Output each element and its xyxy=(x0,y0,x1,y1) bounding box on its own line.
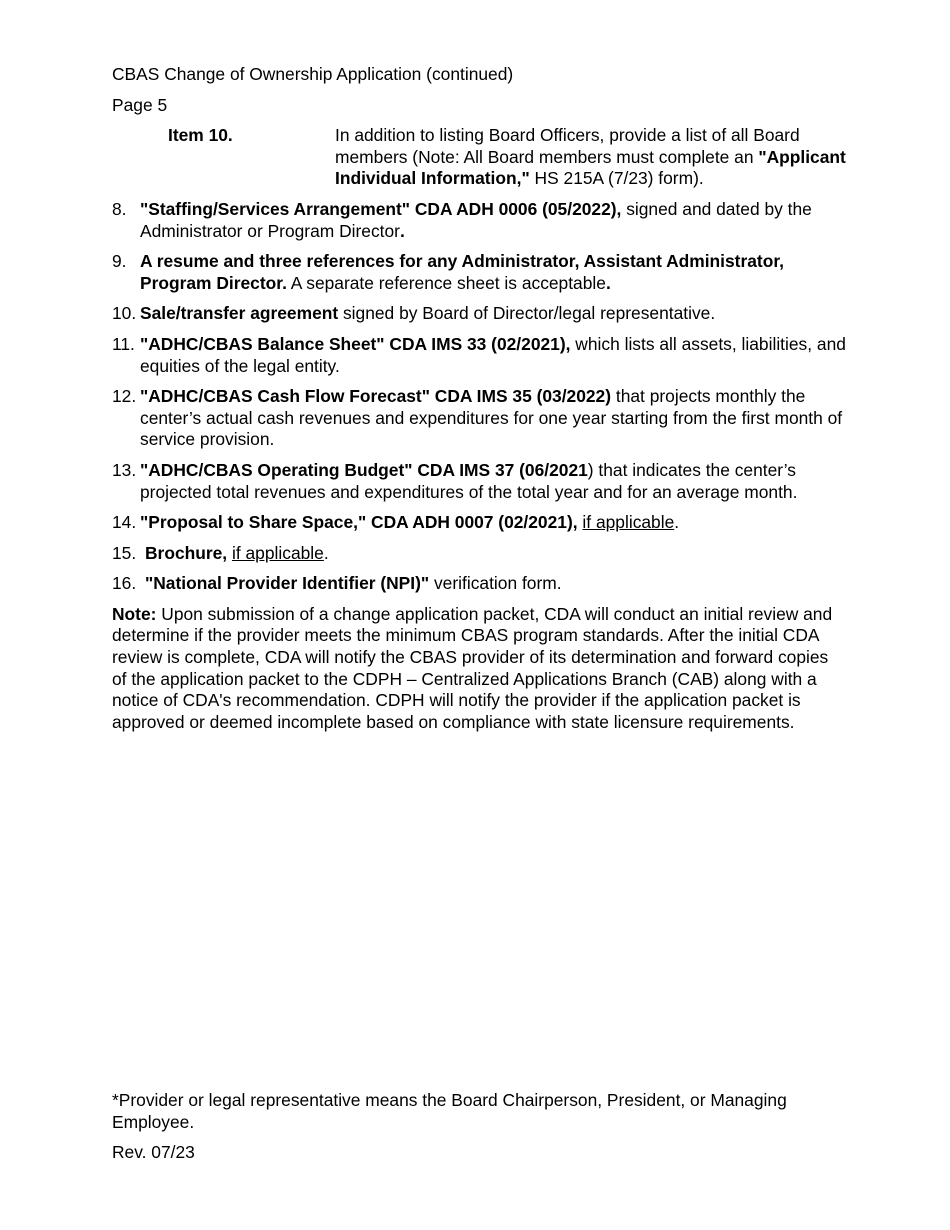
page-footer xyxy=(112,1090,847,1164)
list-item-16: 16. "National Provider Identifier (NPI)" verification form. xyxy=(112,573,562,594)
list-item-11: 11. "ADHC/CBAS Balance Sheet" CDA IMS 33 (02/2021), which lists all assets, liabilities, and equities of the legal entity. xyxy=(112,333,846,376)
list-item-10: 10. Sale/transfer agreement signed by Board of Director/legal representative. xyxy=(112,303,716,324)
item-10-text: In addition to listing Board Officers, provide a list of all Board members (Note: All Board members must complete an "Applicant Individual Information," HS 215A (7/23) form). xyxy=(335,125,846,189)
document-header: CBAS Change of Ownership Application (continued) xyxy=(112,64,514,84)
note-text: Upon submission of a change application packet, CDA will conduct an initial review and determine if the provider meets the minimum CBAS program standards. After the initial CDA review is complete, CDA will notify the CBAS provider of its determination and forward copies of the application packet to the CDPH – Centralized Applications Branch (CAB) along with a notice of CDA's recommendation. CDPH will notify the provider if the application packet is approved or deemed incomplete based on compliance with state licensure requirements. xyxy=(112,603,833,732)
footnote-definition: *Provider or legal representative means the Board Chairperson, President, or Managing Employee. xyxy=(112,1090,787,1132)
item-10-form-name: "Applicant Individual Information," xyxy=(335,146,846,189)
revision-label: Rev. 07/23 xyxy=(112,1142,195,1163)
note-label: Note: xyxy=(112,603,157,624)
document-page xyxy=(112,64,847,733)
note-paragraph xyxy=(112,604,847,734)
item-10-block xyxy=(112,125,847,190)
list-item-14: 14. "Proposal to Share Space," CDA ADH 0007 (02/2021), if applicable. xyxy=(112,512,680,533)
list-item-13: 13. "ADHC/CBAS Operating Budget" CDA IMS 37 (06/2021) that indicates the center’s projected total revenues and expenditures of the total year and for an average month. xyxy=(112,459,798,502)
list-item-12: 12. "ADHC/CBAS Cash Flow Forecast" CDA IMS 35 (03/2022) that projects monthly the center’s actual cash revenues and expenditures for one year starting from the first month of service provision. xyxy=(112,386,843,450)
list-item-9: 9. A resume and three references for any Administrator, Assistant Administrator, Program Director. A separate reference sheet is acceptable. xyxy=(112,251,784,293)
list-item-8: 8. "Staffing/Services Arrangement" CDA ADH 0006 (05/2022), signed and dated by the Administrator or Program Director. xyxy=(112,198,812,241)
item-10-label: Item 10. xyxy=(168,125,233,146)
page-number: Page 5 xyxy=(112,94,168,115)
list-item-15: 15. Brochure, if applicable. xyxy=(112,542,329,563)
